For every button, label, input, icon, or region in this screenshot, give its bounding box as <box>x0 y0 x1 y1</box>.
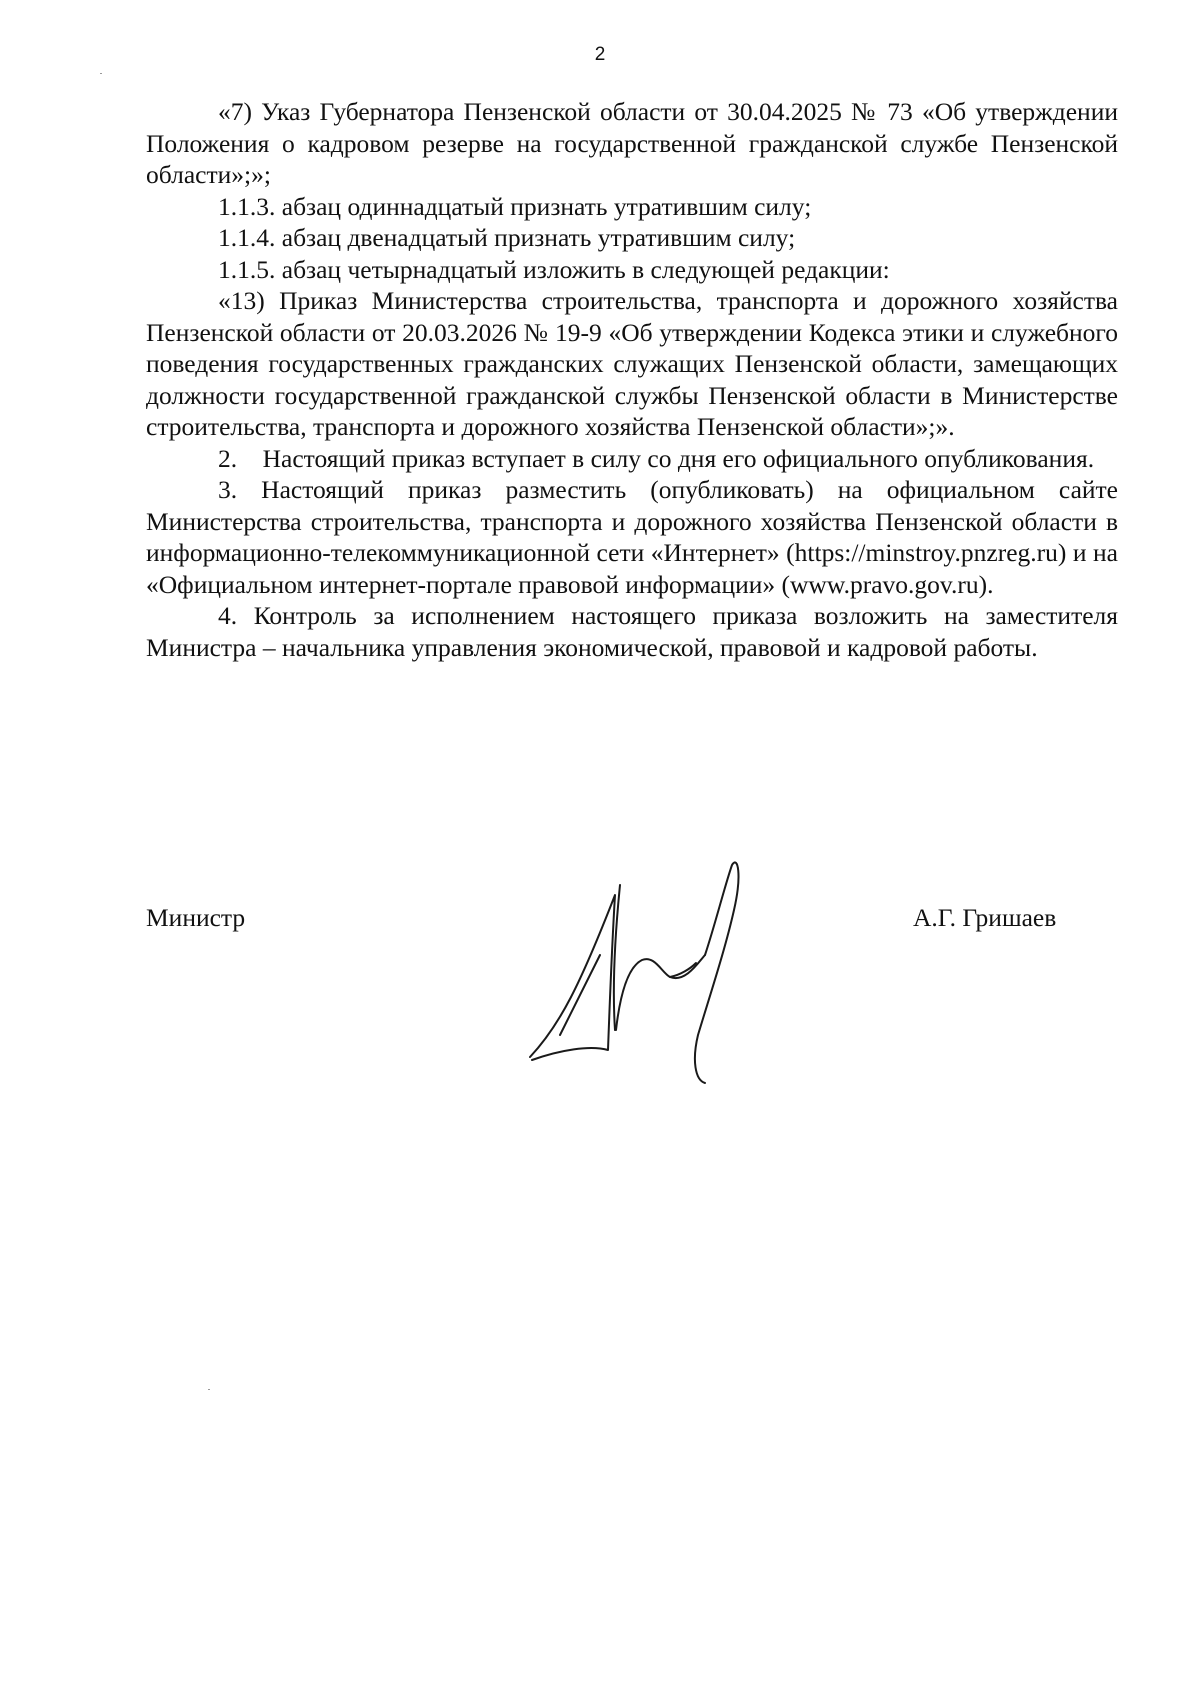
signatory-title: Министр <box>146 903 246 932</box>
paragraph-1-1-3: 1.1.3. абзац одиннадцатый признать утратившим силу; <box>218 191 812 221</box>
paragraph-1-1-4: 1.1.4. абзац двенадцатый признать утратившим силу; <box>218 223 796 252</box>
document-body <box>146 96 1118 663</box>
scan-speck <box>100 73 102 74</box>
page-number: 2 <box>594 44 606 65</box>
scan-speck <box>208 1389 210 1390</box>
paragraph-2: 2. Настоящий приказ вступает в силу со дня его официального опубликования. <box>218 443 1095 473</box>
handwritten-signature <box>520 855 800 1085</box>
paragraph-1-1-5: 1.1.5. абзац четырнадцатый изложить в следующей редакции: <box>218 254 890 284</box>
paragraph-item-13: «13) Приказ Министерства строительства, транспорта и дорожного хозяйства Пензенской области от 20.03.2026 № 19-9 «Об утверждении Кодекса этики и служебного поведения государственных гражданских служащих Пензенской области, замещающих должности государственной гражданской службы Пензенской области в Министерстве строительства, транспорта и дорожного хозяйства Пензенской области»;». <box>146 286 1118 441</box>
paragraph-3: 3. Настоящий приказ разместить (опубликовать) на официальном сайте Министерства строительства, транспорта и дорожного хозяйства Пензенской области в информационно-телекоммуникационной сети «Интернет» (https://minstroy.pnzreg.ru) и на «Официальном интернет-портале правовой информации» (www.pravo.gov.ru). <box>146 475 1118 599</box>
paragraph-4: 4. Контроль за исполнением настоящего приказа возложить на заместителя Министра – начальника управления экономической, правовой и кадровой работы. <box>146 601 1118 662</box>
signatory-name: А.Г. Гришаев <box>913 903 1057 932</box>
paragraph-item-7: «7) Указ Губернатора Пензенской области от 30.04.2025 № 73 «Об утверждении Положения о кадровом резерве на государственной гражданской службе Пензенской области»;»; <box>146 97 1118 189</box>
